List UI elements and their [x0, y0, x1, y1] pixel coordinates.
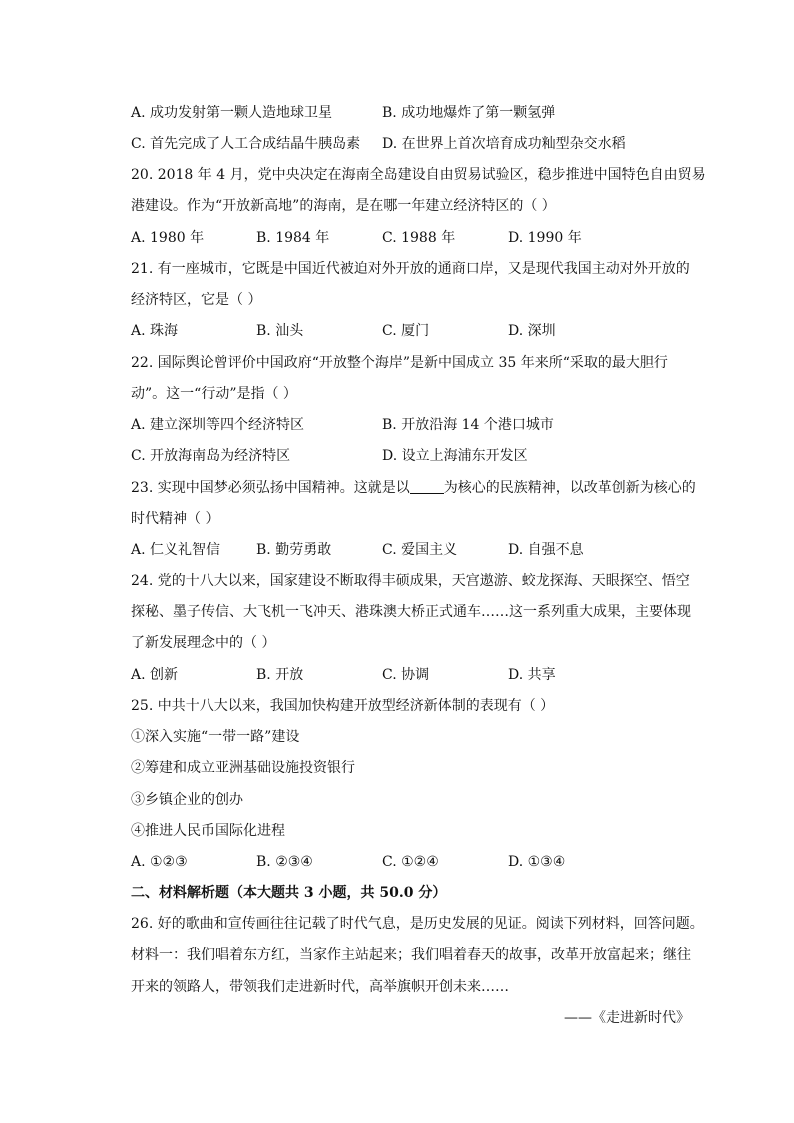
- q21-option-a: A. 珠海: [131, 323, 179, 339]
- q23-stem-line-1: [131, 479, 696, 497]
- q19-option-d: D. 在世界上首次培育成功籼型杂交水稻: [382, 136, 626, 152]
- q25-item-1: ①深入实施“一带一路”建设: [131, 729, 300, 745]
- q24-stem-line-3: 了新发展理念中的（ ）: [131, 635, 276, 651]
- q24-option-c: C. 协调: [382, 667, 430, 683]
- q23-stem-line-2: 时代精神（ ）: [131, 511, 220, 527]
- q22-stem-line-1: 22. 国际舆论曾评价中国政府“开放整个海岸”是新中国成立 35 年来所“采取的最大胆行: [131, 355, 668, 371]
- q19-option-a: A. 成功发射第一颗人造地球卫星: [131, 105, 333, 121]
- q22-option-a: A. 建立深圳等四个经济特区: [131, 417, 305, 433]
- q24-stem-line-1: 24. 党的十八大以来，国家建设不断取得丰硕成果，天宫遨游、蛟龙探海、天眼探空、悟空: [131, 573, 690, 589]
- q23-stem-before-blank: 23. 实现中国梦必须弘扬中国精神。这就是以: [131, 480, 410, 496]
- q25-option-b: B. ②③④: [256, 854, 313, 870]
- q21-stem-line-1: 21. 有一座城市，它既是中国近代被迫对外开放的通商口岸，又是现代我国主动对外开放的: [131, 261, 690, 277]
- q20-option-c: C. 1988 年: [382, 230, 456, 246]
- q20-stem-line-2: 港建设。作为“开放新高地”的海南，是在哪一年建立经济特区的（ ）: [131, 198, 556, 214]
- q25-option-d: D. ①③④: [508, 854, 566, 870]
- q24-option-b: B. 开放: [256, 667, 304, 683]
- q26-material-line-1: 材料一：我们唱着东方红，当家作主站起来；我们唱着春天的故事，改革开放富起来；继往: [131, 947, 691, 963]
- q23-option-c: C. 爱国主义: [382, 542, 458, 558]
- q20-stem-line-1: 20. 2018 年 4 月，党中央决定在海南全岛建设自由贸易试验区，稳步推进中国特色自由贸易: [131, 167, 706, 183]
- q25-stem: 25. 中共十八大以来，我国加快构建开放型经济新体制的表现有（ ）: [131, 698, 555, 714]
- q22-option-b: B. 开放沿海 14 个港口城市: [382, 417, 554, 433]
- q19-option-b: B. 成功地爆炸了第一颗氢弹: [382, 105, 556, 121]
- q24-option-a: A. 创新: [131, 667, 179, 683]
- q24-option-d: D. 共享: [508, 667, 556, 683]
- q20-option-a: A. 1980 年: [131, 230, 205, 246]
- q26-material-line-2: 开来的领路人，带领我们走进新时代，高举旗帜开创未来……: [131, 979, 509, 995]
- q21-option-d: D. 深圳: [508, 323, 556, 339]
- q22-option-c: C. 开放海南岛为经济特区: [131, 448, 291, 464]
- q20-option-d: D. 1990 年: [508, 230, 582, 246]
- q21-option-b: B. 汕头: [256, 323, 304, 339]
- q25-option-a: A. ①②③: [131, 854, 188, 870]
- q23-option-d: D. 自强不息: [508, 542, 584, 558]
- section-heading: 二、材料解析题（本大题共 3 小题，共 50.0 分）: [131, 885, 447, 901]
- q21-stem-line-2: 经济特区，它是（ ）: [131, 292, 262, 308]
- q26-stem: 26. 好的歌曲和宣传画往往记载了时代气息，是历史发展的见证。阅读下列材料，回答问题。: [131, 916, 704, 932]
- q22-stem-line-2: 动”。这一“行动”是指（ ）: [131, 386, 297, 402]
- q22-option-d: D. 设立上海浦东开发区: [382, 448, 528, 464]
- q23-stem-after-blank: 为核心的民族精神，以改革创新为核心的: [443, 480, 696, 496]
- q25-item-3: ③乡镇企业的创办: [131, 792, 243, 808]
- q25-item-2: ②筹建和成立亚洲基础设施投资银行: [131, 760, 355, 776]
- q21-option-c: C. 厦门: [382, 323, 430, 339]
- q20-option-b: B. 1984 年: [256, 230, 330, 246]
- answer-blank: [410, 479, 444, 494]
- q23-option-b: B. 勤劳勇敢: [256, 542, 332, 558]
- q25-item-4: ④推进人民币国际化进程: [131, 823, 285, 839]
- q19-option-c: C. 首先完成了人工合成结晶牛胰岛素: [131, 136, 361, 152]
- q25-option-c: C. ①②④: [382, 854, 439, 870]
- q24-stem-line-2: 探秘、墨子传信、大飞机一飞冲天、港珠澳大桥正式通车……这一系列重大成果，主要体现: [131, 604, 691, 620]
- q26-material-source: ——《走进新时代》: [564, 1010, 690, 1026]
- q23-option-a: A. 仁义礼智信: [131, 542, 221, 558]
